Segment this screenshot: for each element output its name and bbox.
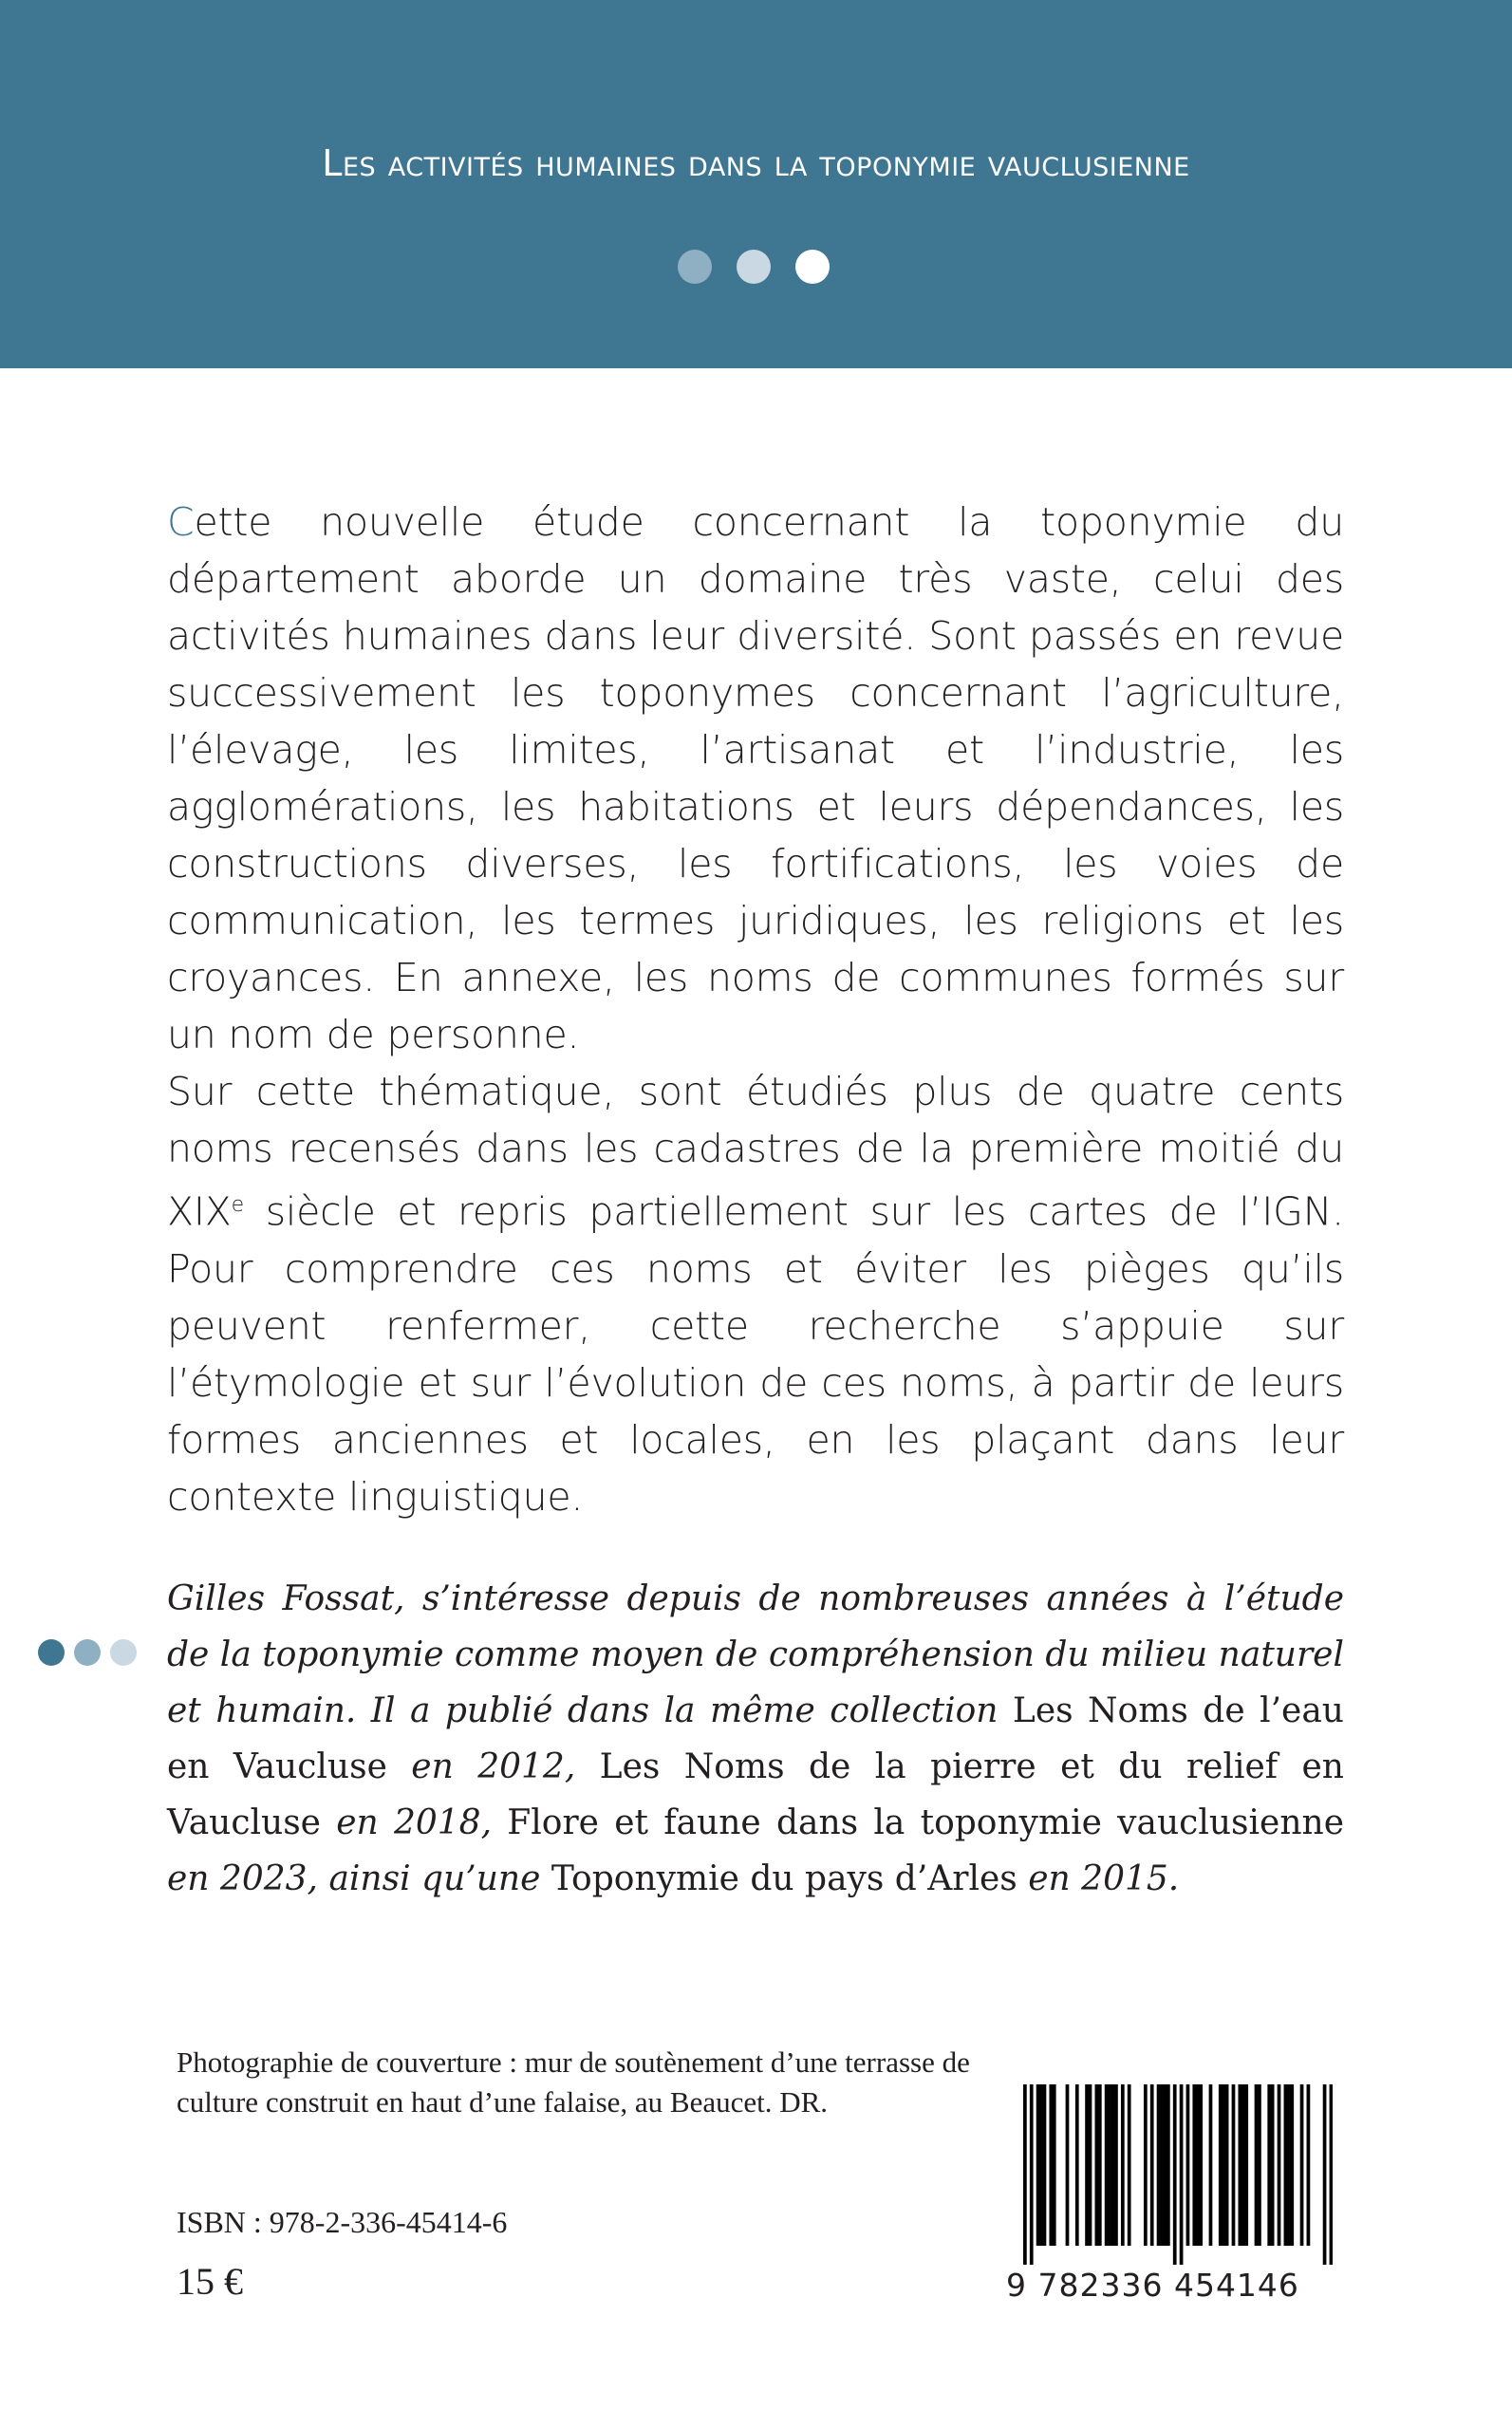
barcode-bar <box>1186 2084 1190 2246</box>
barcode-bar <box>1089 2084 1092 2246</box>
barcode-bar <box>1196 2084 1200 2246</box>
barcode-bar <box>1300 2084 1304 2246</box>
barcode-bar <box>1330 2084 1333 2265</box>
bio-text-5: en 2015. <box>1017 1859 1180 1898</box>
bio-title-4: Toponymie du pays d’Arles <box>551 1859 1017 1898</box>
bio-text-2: en 2012, <box>386 1747 600 1786</box>
summary-p1-text: ette nouvelle étude concernant la toponymie du département aborde un domaine très vaste, celui des activités humaines dans leur diversité. Sont passés en revue successivement les toponymes concernant l’agriculture, l’élevage, les limites, l’artisanat et l’industrie, les agglomérations, les habitations et leurs dépendances, les constructions diverses, les fortifications, les voies de communication, les termes juridiques, les religions et les croyances. En annexe, les noms de communes formés sur un nom de personne. <box>167 499 1344 1057</box>
century-superscript: e <box>231 1193 245 1217</box>
barcode-bar <box>1108 2084 1111 2246</box>
summary-paragraph-1 <box>167 494 1344 1063</box>
barcode-bar <box>1157 2084 1161 2246</box>
barcode-bar <box>1199 2084 1203 2246</box>
barcode-bar <box>1150 2084 1154 2246</box>
header-dot-1 <box>678 250 712 284</box>
barcode-bar <box>1128 2084 1131 2246</box>
barcode-bar <box>1284 2084 1288 2246</box>
summary-paragraph-2 <box>167 1063 1344 1525</box>
barcode-bar <box>1066 2084 1070 2246</box>
barcode-digits: 9 782336 454146 <box>1006 2267 1299 2304</box>
barcode-bar <box>1241 2084 1245 2246</box>
barcode-bar <box>1244 2084 1248 2246</box>
bio-text-1: Gilles Fossat, s’intéresse depuis de nombreuses années à l’étude de la toponymie comme moyen de compréhension du milieu naturel et humain. Il a publié dans la même collection <box>167 1579 1344 1730</box>
header-dot-2 <box>737 250 771 284</box>
barcode-bar <box>1255 2084 1259 2246</box>
series-title: Les activités humaines dans la toponymie vauclusienne <box>322 142 1190 184</box>
header-dot-3 <box>795 250 830 284</box>
barcode-bar <box>1094 2084 1098 2246</box>
isbn: ISBN : 978-2-336-45414-6 <box>177 2205 508 2239</box>
header-band <box>0 0 1512 368</box>
bio-title-1: Les Noms de l’eau en Vaucluse <box>167 1691 1344 1786</box>
barcode-bar <box>1164 2084 1167 2246</box>
bio-dot-1 <box>38 1639 65 1666</box>
barcode-bar <box>1238 2084 1241 2246</box>
barcode-bar <box>1036 2084 1040 2246</box>
bio-title-3: Flore et faune dans la toponymie vauclusienne <box>507 1803 1345 1842</box>
barcode-bar <box>1030 2084 1034 2265</box>
barcode-bar <box>1098 2084 1102 2246</box>
barcode-bar <box>1258 2084 1261 2246</box>
barcode-bar <box>1105 2084 1109 2246</box>
barcode-bar <box>1192 2084 1196 2246</box>
barcode-bar <box>1232 2084 1236 2246</box>
barcode-bar <box>1290 2084 1294 2246</box>
barcode-bar <box>1225 2084 1229 2246</box>
barcode-bars <box>1023 2084 1333 2265</box>
barcode-bar <box>1023 2084 1027 2265</box>
barcode-bar <box>1049 2084 1053 2246</box>
barcode-bar <box>1053 2084 1056 2246</box>
summary-p2-after: siècle et repris partiellement sur les cartes de l’IGN. Pour comprendre ces noms et éviter les pièges qu’ils peuvent renfermer, cette recherche s’appuie sur l’étymologie et sur l’évolution de ces noms, à partir de leurs formes anciennes et locales, en les plaçant dans leur contexte linguistique. <box>167 1188 1344 1520</box>
barcode-bar <box>1085 2084 1089 2246</box>
barcode-bar <box>1173 2084 1177 2265</box>
barcode-bar <box>1121 2084 1125 2246</box>
summary-text <box>167 494 1344 1525</box>
barcode-bar <box>1167 2084 1170 2246</box>
barcode-bar <box>1180 2084 1184 2265</box>
summary-p2-before: Sur cette thématique, sont étudiés plus de quatre cents noms recensés dans les cadastres de la première moitié du XIX <box>167 1069 1344 1235</box>
barcode-bar <box>1323 2084 1327 2265</box>
bio-dot-3 <box>110 1639 137 1666</box>
bio-dot-2 <box>74 1639 101 1666</box>
barcode-bar <box>1144 2084 1148 2246</box>
dropcap: C <box>167 499 195 545</box>
bio-title-2: Les Noms de la pierre et du relief en Vaucluse <box>167 1747 1344 1842</box>
barcode-bar <box>1278 2084 1281 2246</box>
photo-credit: Photographie de couverture : mur de soutènement d’une terrasse de culture construit en haut d’une falaise, au Beaucet. DR. <box>177 2045 970 2119</box>
barcode-bar <box>1287 2084 1291 2246</box>
barcode-bar <box>1111 2084 1115 2246</box>
price: 15 € <box>177 2260 243 2303</box>
barcode-bar <box>1307 2084 1311 2246</box>
barcode-bar <box>1219 2084 1223 2246</box>
bio-text-3: en 2018, <box>320 1803 508 1842</box>
barcode-bar <box>1209 2084 1213 2246</box>
barcode-bar <box>1160 2084 1164 2246</box>
barcode-bar <box>1267 2084 1271 2246</box>
barcode-bar <box>1114 2084 1118 2246</box>
barcode-bar <box>1039 2084 1043 2246</box>
barcode-bar <box>1043 2084 1047 2246</box>
bio-text-4: en 2023, ainsi qu’une <box>167 1859 551 1898</box>
barcode-bar <box>1075 2084 1079 2246</box>
barcode-bar <box>1222 2084 1225 2246</box>
barcode-bar <box>1271 2084 1275 2246</box>
author-bio <box>167 1571 1344 1907</box>
